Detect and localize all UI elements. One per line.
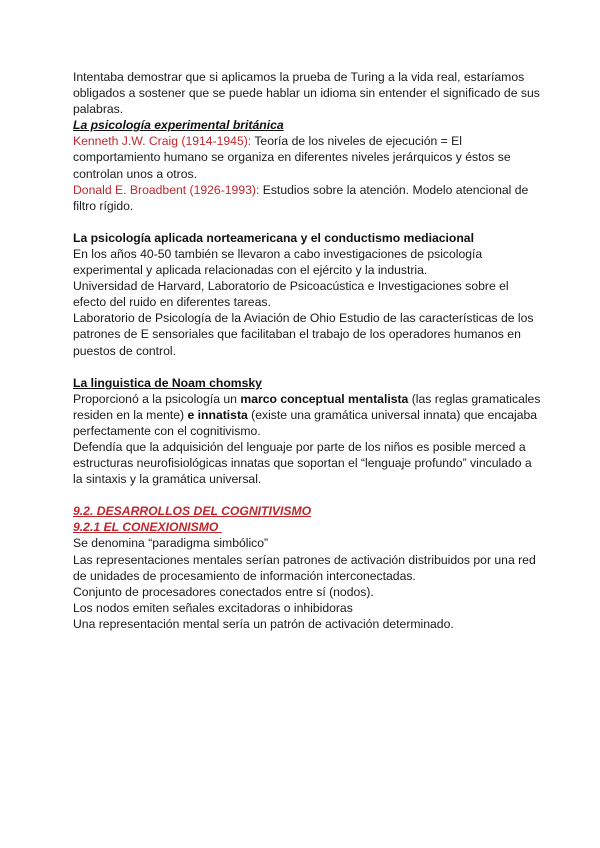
chomsky-p1-e: (existe una gramática universal innata) que encajaba perfectamente con el cognitivismo.	[73, 407, 538, 438]
broadbent-name: Donald E. Broadbent (1926-1993):	[73, 182, 260, 197]
conexionismo-paragraph-2: Las representaciones mentales serían patrones de activación distribuidos por una red de unidades de procesamiento de información interconectadas.	[73, 552, 536, 583]
document-page	[73, 69, 543, 632]
heading-chomsky: La linguistica de Noam chomsky	[73, 375, 262, 390]
heading-desarrollos: 9.2. DESARROLLOS DEL COGNITIVISMO	[73, 504, 312, 519]
heading-british-psychology: La psicología experimental británica	[73, 118, 284, 133]
chomsky-p1-c: (las reglas gramaticales residen en la mente)	[73, 391, 541, 422]
spacer	[73, 487, 543, 503]
conexionismo-paragraph-1: Se denomina “paradigma simbólico”	[73, 536, 269, 551]
american-paragraph-2: Universidad de Harvard, Laboratorio de Psicoacústica e Investigaciones sobre el efecto del ruido en diferentes tareas.	[73, 279, 509, 310]
chomsky-paragraph-1	[73, 391, 543, 439]
conexionismo-paragraph-4: Los nodos emiten señales excitadoras o inhibidoras	[73, 600, 353, 615]
chomsky-p1-b: marco conceptual mentalista	[240, 391, 409, 406]
chomsky-p1-d: e innatista	[187, 407, 248, 422]
american-paragraph-3: Laboratorio de Psicología de la Aviación de Ohio Estudio de las características de los patrones de E sensoriales que facilitaban el trabajo de los operadores humanos en puestos de control.	[73, 311, 534, 358]
chomsky-p1-a: Proporcionó a la psicología un	[73, 391, 241, 406]
heading-american-psychology: La psicología aplicada norteamericana y el conductismo mediacional	[73, 230, 474, 245]
craig-name: Kenneth J.W. Craig (1914-1945):	[73, 134, 252, 149]
craig-text: Teoría de los niveles de ejecución = El comportamiento humano se organiza en diferentes niveles jerárquicos y éstos se controlan unos a otros.	[73, 134, 511, 181]
chomsky-paragraph-2: Defendía que la adquisición del lenguaje por parte de los niños es posible merced a estructuras neurofisiológicas innatas que soportan el “lenguaje profundo” vinculado a la sintaxis y la gramática universal.	[73, 439, 532, 487]
broadbent-text: Estudios sobre la atención. Modelo atencional de filtro rígido.	[73, 182, 529, 213]
craig-paragraph	[73, 133, 543, 181]
subheading-conexionismo: 9.2.1 EL CONEXIONISMO	[73, 520, 222, 535]
conexionismo-paragraph-3: Conjunto de procesadores conectados entre sí (nodos).	[73, 584, 374, 599]
spacer	[73, 359, 543, 375]
conexionismo-paragraph-5: Una representación mental sería un patrón de activación determinado.	[73, 616, 454, 631]
broadbent-paragraph	[73, 182, 543, 214]
spacer	[73, 214, 543, 230]
intro-paragraph: Intentaba demostrar que si aplicamos la prueba de Turing a la vida real, estaríamos obligados a sostener que se puede hablar un idioma sin entender el significado de sus palabras.	[73, 70, 540, 117]
american-paragraph-1: En los años 40-50 también se llevaron a cabo investigaciones de psicología experimental y aplicada relacionadas con el ejército y la industria.	[73, 246, 483, 278]
